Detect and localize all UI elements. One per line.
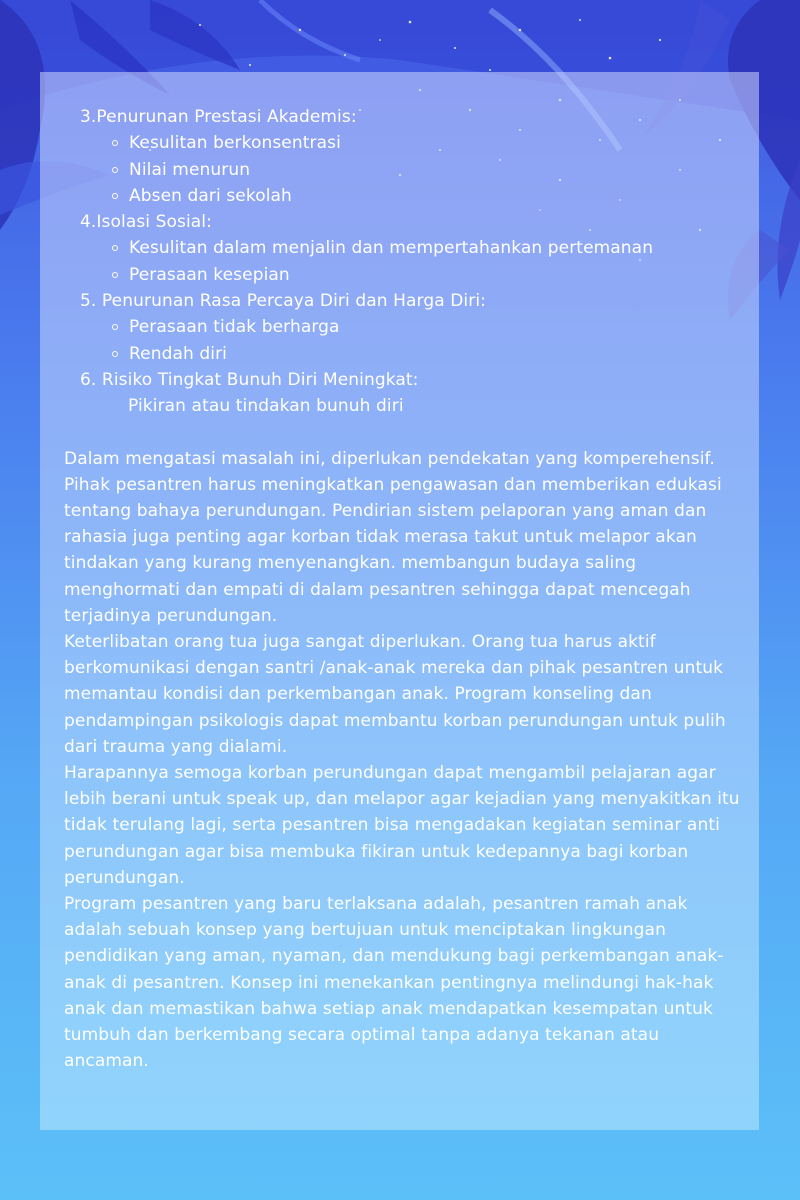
bullet-list <box>64 314 744 367</box>
paragraph: Program pesantren yang baru terlaksana adalah, pesantren ramah anak adalah sebuah konsep yang bertujuan untuk menciptakan lingkungan pendidikan yang aman, nyaman, dan mendukung bagi perkembangan anak-anak di pesantren. Konsep ini menekankan pentingnya melindungi hak-hak anak dan memastikan bahwa setiap anak mendapatkan kesempatan untuk tumbuh dan berkembang secara optimal tanpa adanya tekanan atau ancaman. <box>64 894 724 1072</box>
numbered-list <box>64 104 744 420</box>
document-body <box>64 104 744 1074</box>
list-item: Nilai menurun <box>64 157 744 183</box>
bullet-icon <box>112 193 118 199</box>
paragraph: Harapannya semoga korban perundungan dapat mengambil pelajaran agar lebih berani untuk speak up, dan melapor agar kejadian yang menyakitkan itu tidak terulang lagi, serta pesantren bisa mengadakan kegiatan seminar anti perundungan agar bisa membuka fikiran untuk kedepannya bagi korban perundungan. <box>64 763 740 888</box>
bullet-list <box>64 235 744 288</box>
list-heading: 6. Risiko Tingkat Bunuh Diri Meningkat: <box>80 369 419 390</box>
list-item: Perasaan tidak berharga <box>64 314 744 340</box>
list-heading: 5. Penurunan Rasa Percaya Diri dan Harga Diri: <box>80 291 486 312</box>
list-heading: 4.Isolasi Sosial: <box>80 212 212 233</box>
list-item: Kesulitan berkonsentrasi <box>64 130 744 156</box>
bullet-icon <box>112 167 118 173</box>
paragraphs <box>64 446 744 1075</box>
list-item: Pikiran atau tindakan bunuh diri <box>128 396 404 417</box>
list-heading: 3.Penurunan Prestasi Akademis: <box>80 107 357 127</box>
bullet-icon <box>112 272 118 278</box>
bullet-icon <box>112 140 118 146</box>
list-item: Perasaan kesepian <box>64 262 744 288</box>
bullet-icon <box>112 324 118 330</box>
list-item: Absen dari sekolah <box>64 183 744 209</box>
bullet-list <box>64 130 744 209</box>
bullet-icon <box>112 351 118 357</box>
paragraph: Keterlibatan orang tua juga sangat diperlukan. Orang tua harus aktif berkomunikasi dengan santri /anak-anak mereka dan pihak pesantren untuk memantau kondisi dan perkembangan anak. Program konseling dan pendampingan psikologis dapat membantu korban perundungan untuk pulih dari trauma yang dialami. <box>64 631 726 757</box>
bullet-icon <box>112 245 118 251</box>
list-item: Kesulitan dalam menjalin dan mempertahankan pertemanan <box>64 235 744 261</box>
paragraph: Dalam mengatasi masalah ini, diperlukan pendekatan yang komperehensif. Pihak pesantren harus meningkatkan pengawasan dan memberikan edukasi tentang bahaya perundungan. Pendirian sistem pelaporan yang aman dan rahasia juga penting agar korban tidak merasa takut untuk melapor akan tindakan yang kurang menyenangkan. membangun budaya saling menghormati dan empati di dalam pesantren sehingga dapat mencegah terjadinya perundungan. <box>64 448 722 626</box>
list-item: Rendah diri <box>64 341 744 367</box>
